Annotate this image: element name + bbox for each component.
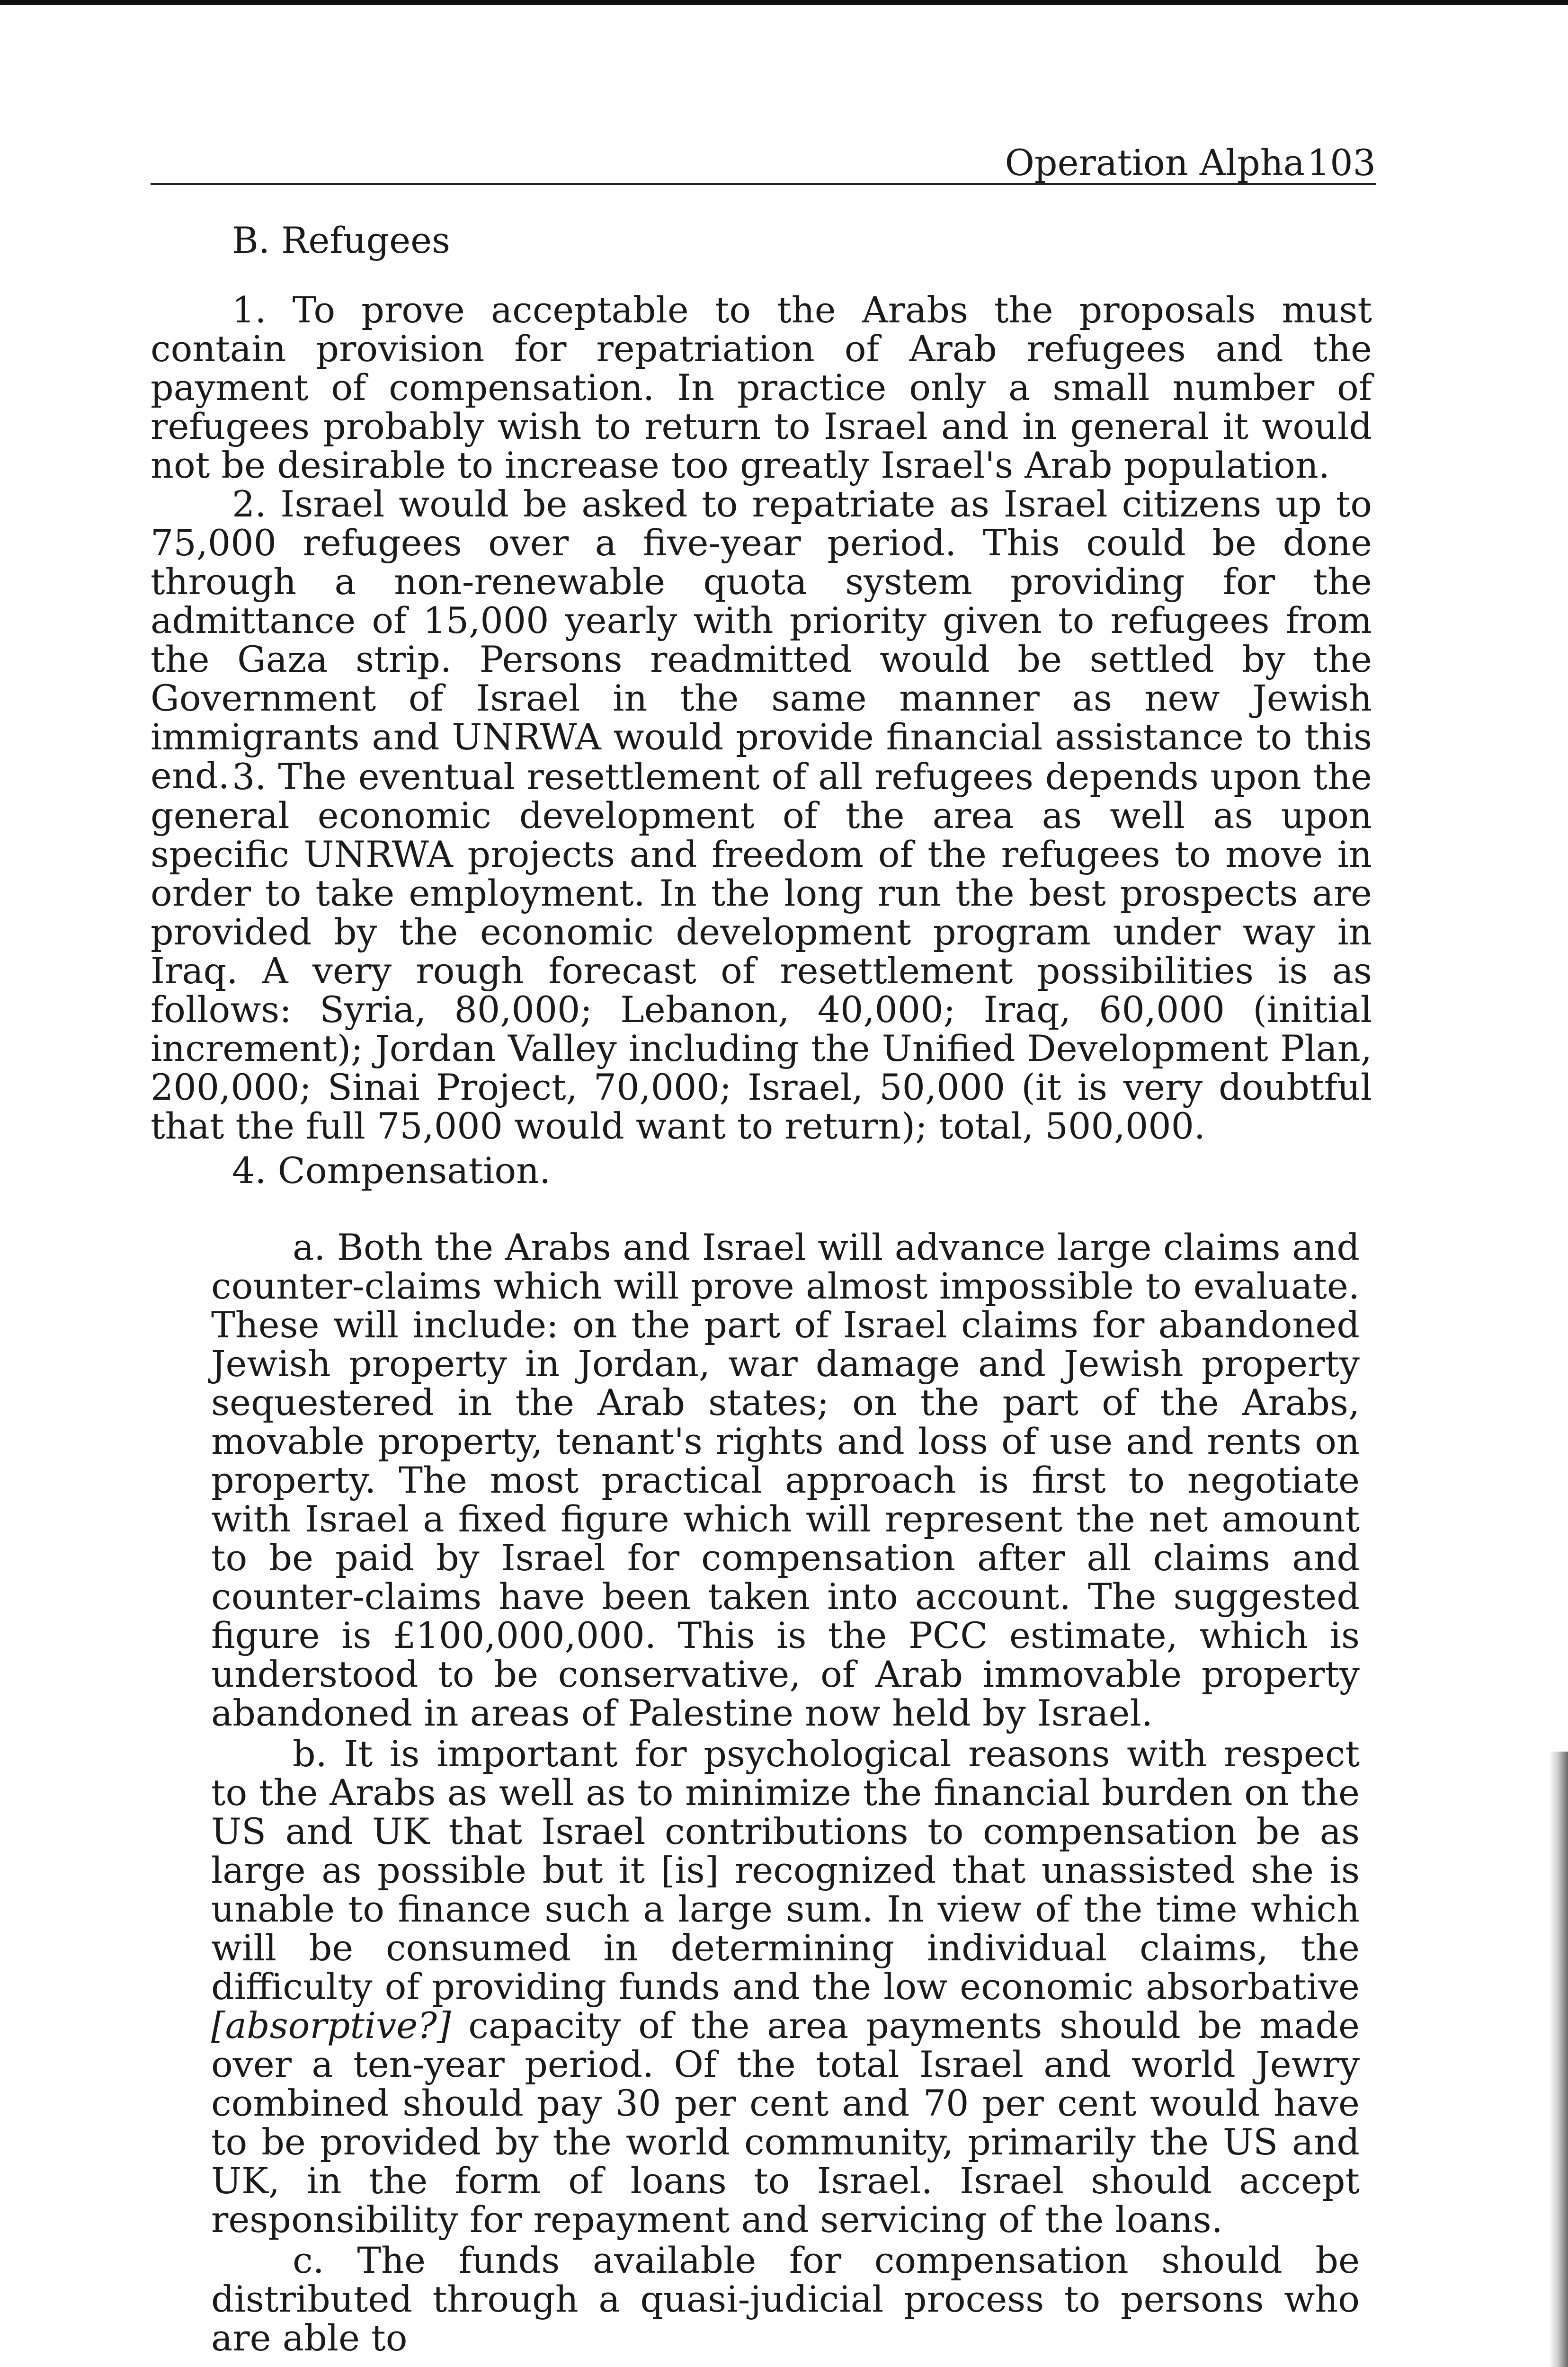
paragraph-1: 1. To prove acceptable to the Arabs the proposals must contain provision for repatriation of Arab refugees and the payment of compensation. In practice only a small number of refugees probably wish to return to Israel and in general it would not be desirable to increase too greatly Israel's Arab population. bbox=[151, 289, 1372, 486]
paragraph-4c: c. The funds available for compensation should be distributed through a quasi-judicial process to persons who are able to bbox=[211, 2239, 1360, 2359]
section-heading: B. Refugees bbox=[232, 219, 451, 261]
scan-right-edge bbox=[1549, 1752, 1568, 2367]
paragraph-4b-text-1: b. It is important for psychological reasons with respect to the Arabs as well as to minimize the financial burden on the US and UK that Israel contributions to compensation be as large as possible but it [is] recognized that unassisted she is unable to finance such a large sum. In view of the time which will be consumed in determining individual claims, the difficulty of providing funds and the low economic absorbative bbox=[211, 1733, 1360, 2008]
compensation-heading: 4. Compensation. bbox=[232, 1149, 551, 1192]
paragraph-3: 3. The eventual resettlement of all refugees depends upon the general economic development of the area as well as upon specific UNRWA projects and freedom of the refugees to move in order to take employment. In the long run the best prospects are provided by the economic development program under way in Iraq. A very rough forecast of resettlement possibilities is as follows: Syria, 80,000; Lebanon, 40,000; Iraq, 60,000 (initial increment); Jordan Valley including the Unified Development Plan, 200,000; Sinai Project, 70,000; Israel, 50,000 (it is very doubtful that the full 75,000 would want to return); total, 500,000. bbox=[151, 756, 1372, 1147]
paragraph-2: 2. Israel would be asked to repatriate as Israel citizens up to 75,000 refugees over a five-year period. This could be done through a non-renewable quota system providing for the admittance of 15,000 yearly with priority given to refugees from the Gaza strip. Persons readmitted would be settled by the Government of Israel in the same manner as new Jewish immigrants and UNRWA would provide financial assistance to this end. bbox=[151, 483, 1372, 797]
scan-top-edge bbox=[0, 0, 1568, 5]
paragraph-4b-text-2: capacity of the area payments should be made over a ten-year period. Of the total Israel and world Jewry combined should pay 30 per cent and 70 per cent would have to be provided by the world community, primarily the US and UK, in the form of loans to Israel. Israel should accept responsibility for repayment and servicing of the loans. bbox=[211, 2004, 1360, 2241]
running-header bbox=[151, 137, 1376, 185]
page-number: 103 bbox=[1307, 142, 1376, 184]
running-title: Operation Alpha bbox=[1005, 142, 1305, 184]
paragraph-4b bbox=[211, 1735, 1360, 2239]
editorial-bracket-note: [absorptive?] bbox=[211, 2004, 451, 2047]
paragraph-4a: a. Both the Arabs and Israel will advance large claims and counter-claims which will prove almost impossible to evaluate. These will include: on the part of Israel claims for abandoned Jewish property in Jordan, war damage and Jewish property sequestered in the Arab states; on the part of the Arabs, movable property, tenant's rights and loss of use and rents on property. The most practical approach is first to negotiate with Israel a fixed figure which will represent the net amount to be paid by Israel for compensation after all claims and counter-claims have been taken into account. The suggested figure is £100,000,000. This is the PCC estimate, which is understood to be conservative, of Arab immovable property abandoned in areas of Palestine now held by Israel. bbox=[211, 1226, 1360, 1734]
